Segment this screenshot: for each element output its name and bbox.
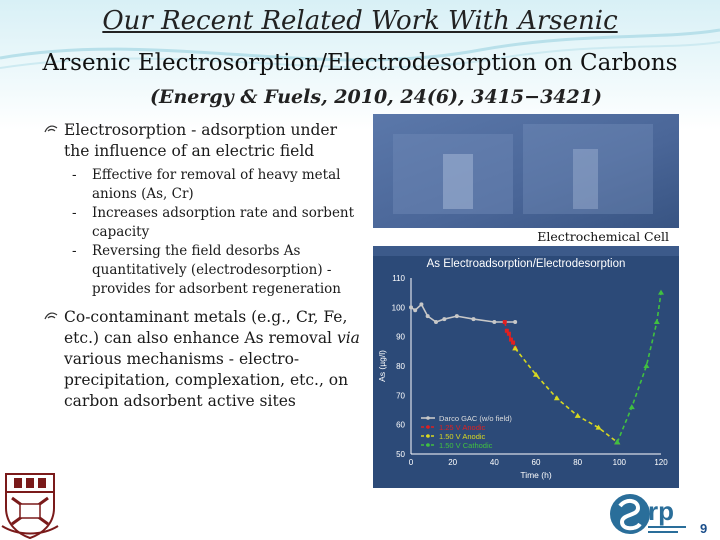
legend-label: 1.50 V Cathodic [439, 441, 493, 450]
series-line [617, 293, 661, 443]
x-tick-label: 100 [612, 458, 627, 467]
x-tick-label: 40 [489, 458, 499, 467]
page-number: 9 [700, 521, 708, 536]
citation: (Energy & Fuels, 2010, 24(6), 3415−3421) [150, 86, 602, 108]
bullet-text: various mechanisms - electro-precipitation, complexation, etc., on carbon adsorbent active sites [64, 350, 349, 410]
y-tick-label: 100 [391, 303, 405, 313]
data-point [472, 317, 476, 321]
data-point [575, 413, 581, 418]
x-axis-label: Time (h) [520, 470, 552, 480]
bullet-item [44, 307, 362, 412]
data-point [434, 320, 438, 324]
figure-panel [373, 114, 679, 488]
data-point [409, 305, 413, 309]
figure-caption: Electrochemical Cell [373, 228, 679, 246]
x-tick-label: 0 [408, 458, 414, 467]
svg-text:rp: rp [648, 496, 674, 526]
bullet-text: Co-contaminant metals (e.g., Cr, Fe, etc.) can also enhance As removal [64, 308, 348, 347]
data-point [426, 314, 430, 318]
legend-marker [426, 416, 430, 420]
series-line [515, 348, 617, 442]
sub-bullet-item: - Reversing the field desorbs As quantitatively (electrodesorption) - provides for adsorbent regeneration [72, 243, 341, 297]
chart [373, 256, 679, 488]
y-tick-label: 50 [396, 450, 405, 459]
slide-title: Our Recent Related Work With Arsenic [102, 6, 618, 36]
bullet-text: Electrosorption - adsorption under the influence of an electric field [64, 121, 337, 160]
slide-subtitle: Arsenic Electrosorption/Electrodesorption on Carbons [42, 50, 678, 76]
sub-bullet-list [44, 166, 362, 299]
cell-photo-shapes [373, 114, 679, 228]
data-point [492, 320, 496, 324]
data-point [658, 290, 664, 295]
y-tick-label: 70 [396, 391, 405, 401]
data-point [511, 341, 515, 345]
data-point [442, 317, 446, 321]
sub-bullet-text: Effective for removal of heavy metal anions (As, Cr) [92, 167, 341, 202]
legend-label: Darco GAC (w/o field) [439, 414, 512, 423]
data-point [413, 308, 417, 312]
sub-bullet-text: Reversing the field desorbs As quantitatively (electrodesorption) - provides for adsorbent regeneration [92, 243, 341, 297]
sub-bullet-item: - Effective for removal of heavy metal anions (As, Cr) [72, 167, 341, 202]
ornament-bullet-icon [44, 310, 58, 322]
ornament-bullet-icon [44, 123, 58, 135]
electrochemical-cell-photo [373, 114, 679, 244]
x-tick-label: 80 [573, 458, 583, 467]
data-point [507, 332, 511, 336]
y-tick-label: 60 [396, 420, 405, 430]
bullet-text-italic: via [336, 329, 360, 347]
legend-marker [426, 434, 430, 438]
data-point [554, 395, 560, 400]
x-tick-label: 120 [654, 458, 668, 467]
data-point [512, 345, 518, 350]
chart-title: As Electroadsorption/Electrodesorption [426, 258, 626, 270]
legend-label: 1.50 V Anodic [439, 432, 486, 441]
data-point [654, 319, 660, 324]
y-tick-label: 80 [396, 362, 405, 371]
sub-bullet-item: - Increases adsorption rate and sorbent capacity [72, 205, 355, 240]
data-point [643, 363, 649, 368]
bullet-item [44, 120, 362, 162]
bullet-list [44, 120, 362, 414]
legend-marker [426, 443, 430, 447]
university-crest-icon [0, 468, 60, 540]
sub-bullet-text: Increases adsorption rate and sorbent capacity [92, 205, 355, 240]
legend-marker [426, 425, 430, 429]
y-axis-label: As (µg/l) [377, 350, 387, 382]
data-point [419, 302, 423, 306]
data-point [455, 314, 459, 318]
x-tick-label: 60 [531, 458, 541, 467]
data-point [629, 404, 635, 409]
legend-label: 1.25 V Anodic [439, 423, 486, 432]
data-point [503, 320, 507, 324]
srp-logo-icon [608, 488, 708, 540]
data-point [513, 320, 517, 324]
series-line [411, 304, 515, 322]
chart-plot [373, 256, 679, 488]
y-tick-label: 90 [396, 332, 405, 342]
x-tick-label: 20 [448, 458, 458, 467]
y-tick-label: 110 [392, 274, 405, 283]
